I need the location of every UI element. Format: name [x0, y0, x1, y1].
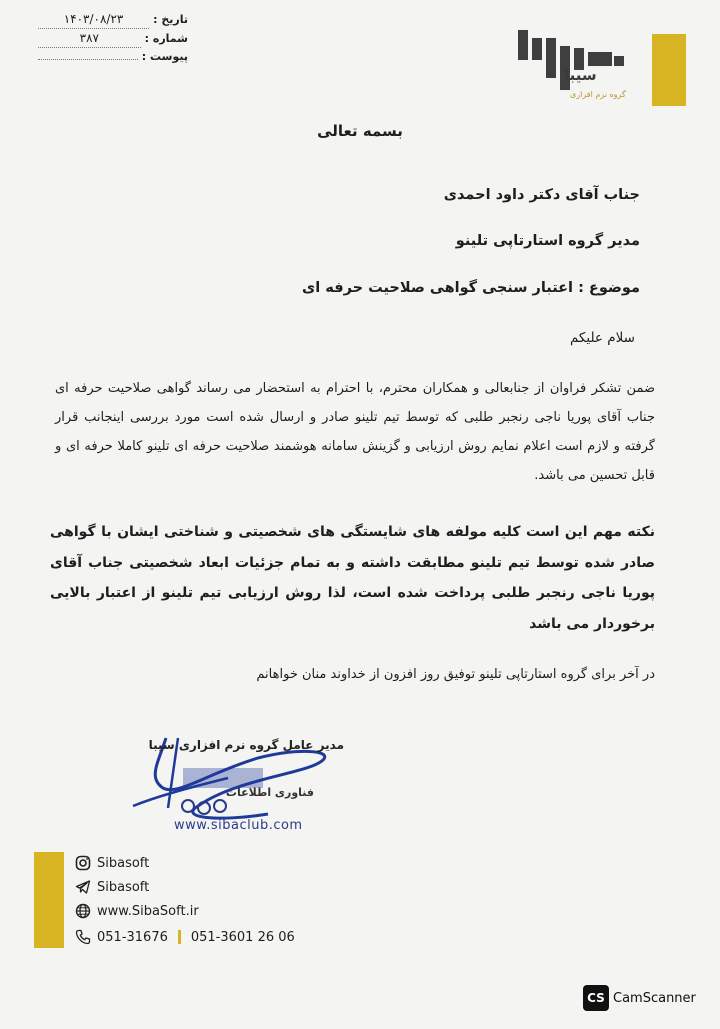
attachment-value — [38, 59, 138, 60]
website-url: www.SibaSoft.ir — [97, 903, 199, 919]
logo-block — [532, 38, 542, 60]
contact-instagram — [75, 855, 149, 871]
logo-block — [588, 52, 612, 66]
logo-block — [614, 56, 624, 66]
date-value: ۱۴۰۳/۰۸/۲۳ — [38, 10, 149, 29]
logo-gold-bar — [652, 34, 686, 106]
number-label: شماره : — [144, 32, 188, 45]
closing-line: در آخر برای گروه استارتاپی تلینو توفیق روز افزون از خداوند منان خواهانم — [256, 667, 655, 682]
recipient-name: جناب آقای دکتر داود احمدی — [443, 187, 640, 203]
signature-stamp — [118, 718, 344, 838]
telegram-icon — [75, 879, 91, 895]
instagram-handle: Sibasoft — [97, 855, 150, 871]
letter-subject: موضوع : اعتبار سنجی گواهی صلاحیت حرفه ای — [302, 280, 640, 296]
logo-block — [546, 38, 556, 78]
attachment-label: پیوست : — [141, 50, 188, 63]
camscanner-icon: CS — [583, 985, 609, 1011]
phone-number-2: 051-3601 26 06 — [190, 929, 295, 945]
attachment-row — [38, 48, 188, 66]
letter-paragraph-2: نکته مهم این است کلیه مولفه های شایستگی های شخصیتی و شناختی ایشان با گواهی صادر شده توسط تیم تلینو مطابقت داشته و به تمام جزئیات ابعاد شخصیتی جناب آقای پوریا ناجی رنجبر طلبی پرداخت شده است، لذا روش ارزیابی تیم تلینو از اعتبار بالایی برخوردار می باشد — [50, 524, 655, 632]
number-row — [38, 29, 188, 48]
signer-title: مدیر عامل گروه نرم افزاری سیبا — [148, 738, 344, 752]
logo-subtitle: گروه نرم افزاری — [570, 90, 626, 99]
camscanner-watermark — [583, 985, 696, 1011]
number-value: ۳۸۷ — [38, 29, 141, 48]
phone-icon — [75, 929, 91, 945]
greeting: سلام علیکم — [569, 330, 635, 346]
letter-meta — [38, 10, 188, 66]
siba-logo — [512, 26, 688, 108]
contact-telegram — [75, 879, 149, 895]
footer-accent-bar — [34, 852, 64, 948]
instagram-icon — [75, 855, 91, 871]
date-label: تاریخ : — [153, 13, 188, 26]
stamp-subtitle: فناوری اطلاعات — [225, 786, 314, 799]
phone-separator — [178, 930, 181, 944]
letter-paragraph-1: ضمن تشکر فراوان از جنابعالی و همکاران محترم، با احترام به استحضار می رساند گواهی صلاحیت حرفه ای جناب آقای پوریا ناجی رنجبر طلبی که توسط تیم تلینو صادر و ارسال شده است مورد بررسی اینجانب قرار گرفته و لازم است اعلام نمایم روش ارزیابی و گزینش سامانه هوشمند صلاحیت حرفه ای تلینو کاملا حرفه ای و قابل تحسین می باشد. — [55, 381, 655, 483]
basmala: بسمه تعالی — [317, 122, 403, 140]
logo-block — [518, 30, 528, 60]
telegram-handle: Sibasoft — [97, 879, 150, 895]
phone-number-1: 051-31676 — [97, 929, 168, 945]
date-row — [38, 10, 188, 29]
contact-website — [75, 903, 199, 919]
stamp-url: www.sibaclub.com — [174, 818, 303, 833]
camscanner-label: CamScanner — [613, 990, 696, 1006]
recipient-title: مدیر گروه استارتاپی تلینو — [455, 233, 640, 249]
contact-phones — [75, 929, 295, 945]
logo-name: سیبا — [564, 66, 597, 84]
globe-icon — [75, 903, 91, 919]
